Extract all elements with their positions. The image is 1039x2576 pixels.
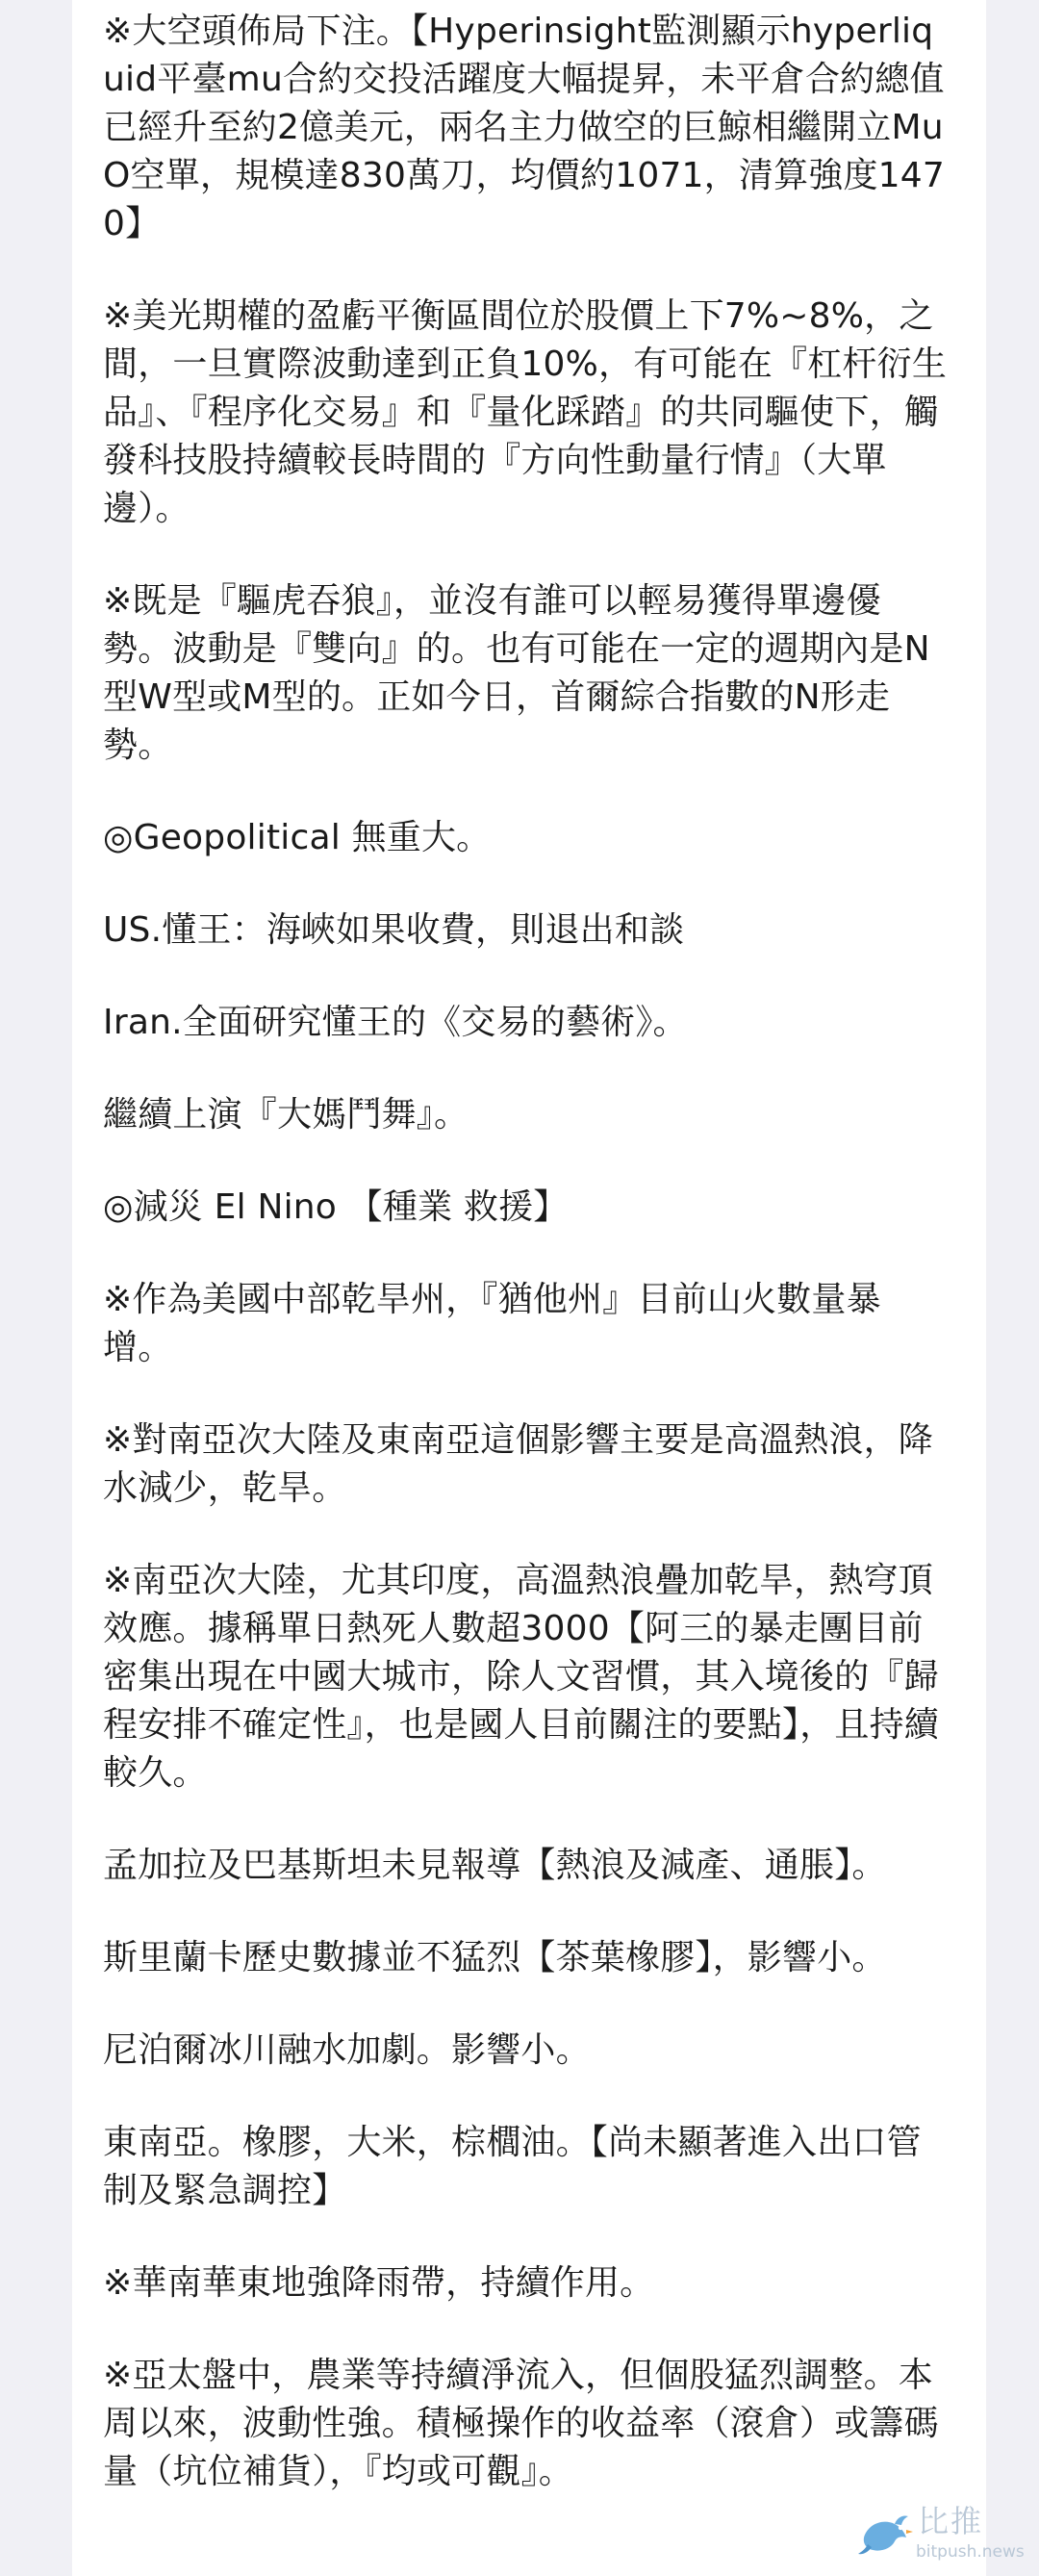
paragraph-13: 斯里蘭卡歷史數據並不猛烈【茶葉橡膠】，影響小。 — [103, 1938, 887, 1977]
watermark-url: bitpush.news — [916, 2542, 1025, 2562]
article-body — [103, 8, 950, 2496]
paragraph-4: ◎Geopolitical 無重大。 — [103, 818, 492, 857]
paragraph-1: ※大空頭佈局下注。【Hyperinsight監測顯示hyperliquid平臺mu合約交投活躍度大幅提昇，未平倉合約總值已經升至約2億美元，兩名主力做空的巨鯨相繼開立MuO空單，規模達830萬刀，均價約1071，清算強度1470】 — [103, 12, 945, 243]
bitpush-watermark — [858, 2503, 1025, 2568]
paragraph-15: 東南亞。橡膠，大米，棕櫚油。【尚未顯著進入出口管制及緊急調控】 — [103, 2123, 922, 2210]
watermark-title: 比推 — [918, 2503, 984, 2539]
paragraph-10: ※對南亞次大陸及東南亞這個影響主要是高溫熱浪，降水減少，乾旱。 — [103, 1420, 933, 1508]
paragraph-11: ※南亞次大陸，尤其印度，高溫熱浪疊加乾旱，熱穹頂效應。據稱單日熱死人數超3000【阿三的暴走團目前密集出現在中國大城市，除人文習慣，其入境後的『歸程安排不確定性』，也是國人目前關注的要點】，且持續較久。 — [103, 1561, 940, 1793]
paragraph-7: 繼續上演『大媽鬥舞』。 — [103, 1095, 469, 1135]
paragraph-3: ※既是『驅虎吞狼』，並沒有誰可以輕易獲得單邊優勢。波動是『雙向』的。也有可能在一定的週期內是N型W型或M型的。正如今日，首爾綜合指數的N形走勢。 — [103, 581, 930, 765]
paragraph-14: 尼泊爾冰川融水加劇。影響小。 — [103, 2030, 591, 2070]
paragraph-16: ※華南華東地強降雨帶，持續作用。 — [103, 2263, 655, 2303]
paragraph-6: Iran.全面研究懂王的《交易的藝術》。 — [103, 1003, 688, 1042]
paragraph-5: US.懂王：海峽如果收費，則退出和談 — [103, 910, 685, 950]
paragraph-12: 孟加拉及巴基斯坦未見報導【熱浪及減產、通脹】。 — [103, 1846, 887, 1885]
paragraph-2: ※美光期權的盈虧平衡區間位於股價上下7%~8%，之間，一旦實際波動達到正負10%，有可能在『杠杆衍生品』、『程序化交易』和『量化踩踏』的共同驅使下，觸發科技股持續較長時間的『方向性動量行情』（大單邊）。 — [103, 296, 948, 528]
bird-logo-icon — [858, 2509, 914, 2557]
paragraph-8: ◎減災 El Nino 【種業 救援】 — [103, 1187, 569, 1227]
paragraph-9: ※作為美國中部乾旱州，『猶他州』目前山火數量暴增。 — [103, 1280, 881, 1367]
paragraph-17: ※亞太盤中，農業等持續淨流入，但個股猛烈調整。本周以來，波動性強。積極操作的收益率（滾倉）或籌碼量（坑位補貨），『均或可觀』。 — [103, 2356, 939, 2491]
